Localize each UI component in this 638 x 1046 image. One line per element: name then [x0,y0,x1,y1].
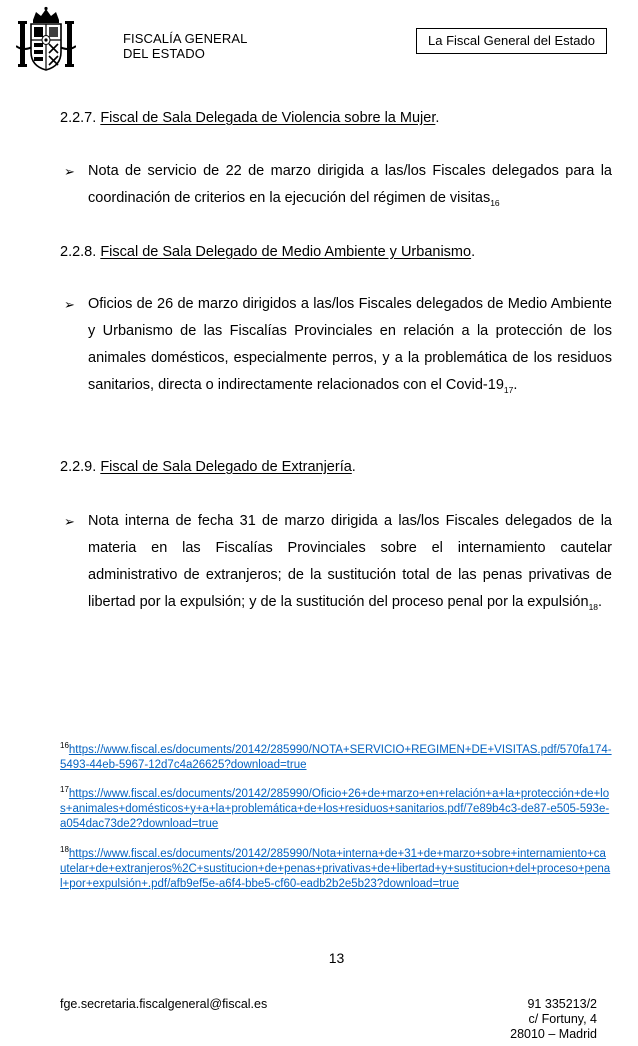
footer-email[interactable]: fge.secretaria.fiscalgeneral@fiscal.es [60,997,268,1011]
arrow-bullet-icon: ➢ [64,514,75,529]
bullet-text: Nota de servicio de 22 de marzo dirigida a las/los Fiscales delegados para la coordinación de criterios en la ejecución del régimen de visitas [88,163,612,206]
footer-contact-block [440,997,597,1042]
footnote-16 [60,738,612,773]
section-title-period: . [435,110,440,126]
bullet-text: Oficios de 26 de marzo dirigidos a las/los Fiscales delegados de Medio Ambiente y Urbanismo de las Fiscalías Provinciales en relación a la protección de los animales domésticos, especialmente perros, y a la problemática de los residuos sanitarios, directa o indirectamente relacionados con el Covid-19 [88,296,612,393]
section-number: 2.2.9. [60,459,97,475]
footer-phone: 91 335213/2 [527,997,597,1011]
section-title-period: . [351,459,356,475]
section-number: 2.2.8. [60,244,97,260]
footer-city: 28010 – Madrid [510,1027,597,1041]
section-title: Fiscal de Sala Delegado de Medio Ambiente y Urbanismo [100,244,472,260]
footer-street: c/ Fortuny, 4 [528,1012,597,1026]
section-heading-2-2-9 [60,458,356,476]
bullet-text: Nota interna de fecha 31 de marzo dirigida a las/los Fiscales delegados de la materia en las Fiscalías Provinciales sobre el internamiento cautelar administrativo de extranjeros; de la sustitución total de las penas privativas de libertad por la expulsión; y de la sustitución del proceso penal por la expulsión [88,513,612,610]
footnote-number: 17 [60,785,69,794]
footnote-reference-18[interactable]: 18 [588,601,599,612]
footnote-17 [60,782,612,832]
footnote-number: 18 [60,845,69,854]
footnote-link[interactable]: https://www.fiscal.es/documents/20142/285990/Oficio+26+de+marzo+en+relación+a+la+protección+de+los+animales+domésticos+y+a+la+problemática+de+los+residuos+sanitarios.pdf/7e89b4c3-de87-e505-593e-a054dac73de2?download=true [60,787,610,830]
bullet-paragraph-2-2-9: Nota interna de fecha 31 de marzo dirigida a las/los Fiscales delegados de la materia en las Fiscalías Provinciales sobre el internamiento cautelar administrativo de extranjeros; de la sustitución total de las penas privativas de libertad por la expulsión; y de la sustitución del proceso penal por la expulsión$_{18}$. [88,513,612,612]
institution-line-1: FISCALÍA GENERAL [123,31,248,46]
footnote-reference-16[interactable]: 16 [490,197,500,208]
section-heading-2-2-8 [60,243,475,261]
section-heading-2-2-7 [60,109,439,127]
fiscal-general-label-box: La Fiscal General del Estado [416,28,607,54]
bullet-paragraph-2-2-8: Oficios de 26 de marzo dirigidos a las/los Fiscales delegados de Medio Ambiente y Urbanismo de las Fiscalías Provinciales en relación a la protección de los animales domésticos, especialmente perros, y a la problemática de los residuos sanitarios, directa o indirectamente relacionados con el Covid-$19_{17}$. [88,296,612,395]
page-number: 13 [328,950,345,966]
footnote-number: 16 [60,741,69,750]
footnote-18 [60,842,612,892]
footnote-link[interactable]: https://www.fiscal.es/documents/20142/285990/Nota+interna+de+31+de+marzo+sobre+internamiento+cautelar+de+extranjeros%2C+sustitucion+de+penas+privativas+de+libertad+y+sustitucion+del+proceso+penal+por+expulsión+.pdf/afb9ef5e-a6f4-bbe5-cf60-eadb2b2e5b23?download=true [60,847,611,890]
arrow-bullet-icon: ➢ [64,164,75,179]
section-number: 2.2.7. [60,110,97,126]
section-title-period: . [471,244,476,260]
section-title: Fiscal de Sala Delegado de Extranjería [100,459,352,475]
coat-of-arms-logo [16,6,76,74]
arrow-bullet-icon: ➢ [64,297,75,312]
footnote-link[interactable]: https://www.fiscal.es/documents/20142/285990/NOTA+SERVICIO+REGIMEN+DE+VISITAS.pdf/570fa174-5493-44eb-5967-12d7c4a26625?download=true [60,743,612,771]
institution-line-2: DEL ESTADO [123,46,205,61]
section-title: Fiscal de Sala Delegada de Violencia sobre la Mujer [100,110,436,126]
footnote-reference-17[interactable]: 17 [503,384,514,395]
bullet-paragraph-2-2-7 [88,158,612,217]
institution-name [123,31,247,61]
